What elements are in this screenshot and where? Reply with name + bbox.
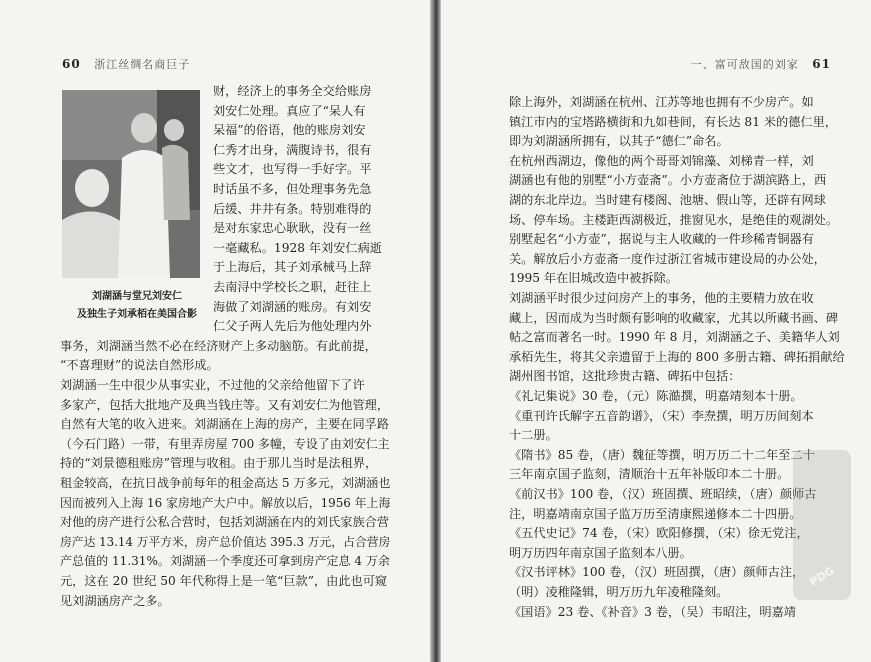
text-line: 见刘湖涵房产之多。 — [60, 593, 170, 608]
text-line: 《汉书评林》100 卷，（汉）班固撰，（唐）颜师古注， — [509, 565, 805, 580]
text-line: 刘安仁处理。真应了“呆人有 — [213, 103, 366, 118]
text-line: 因而被列入上海 16 家房地产大户中。解放以后，1956 年上海 — [60, 495, 391, 510]
text-line: 承栢先生，将其父亲遗留于上海的 800 多册古籍、碑拓捐献给 — [509, 349, 845, 364]
text-line: 房产达 13.14 万平方米，房产总价值达 395.3 万元，占合营房 — [60, 534, 391, 549]
text-line: 《礼记集说》30 卷，（元）陈澔撰，明嘉靖刻本十册。 — [509, 389, 803, 403]
text-line: 明万历四年南京国子监刻本八册。 — [509, 545, 692, 560]
text-line: 仁秀才出身，满腹诗书，很有 — [213, 142, 372, 157]
left-running-head — [62, 56, 190, 72]
text-line: 些文才，也写得一手好字。平 — [213, 162, 372, 177]
text-line: 《重刊许氏解字五音韵谱》，（宋）李焘撰，明万历间刻本 — [509, 408, 814, 423]
text-line: 刘湖涵平时很少过问房产上的事务，他的主要精力放在收 — [509, 291, 814, 305]
text-line: 仁父子两人先后为他处理内外 — [213, 319, 372, 334]
text-line: 帖之富而著名一时。1990 年 8 月，刘湖涵之子、美籍华人刘 — [509, 330, 840, 345]
photo-caption — [62, 288, 212, 324]
right-running-head — [691, 56, 831, 72]
text-line: 湖的东北岸边。当时建有楼阁、池塘、假山等，还辟有网球 — [509, 193, 826, 207]
text-line: 去南浔中学校长之职，赶往上 — [213, 280, 372, 294]
text-line: 《国语》23 卷、《补音》3 卷，（吴）韦昭注，明嘉靖 — [509, 604, 796, 619]
pdg-watermark — [793, 450, 851, 600]
text-line: 湖涵也有他的别墅“小方壶斋”。小方壶斋位于湖滨路上，西 — [509, 173, 827, 188]
text-line: 海做了刘湖涵的账房。有刘安 — [213, 299, 372, 314]
text-line: 后缓、井井有条。特别难得的 — [213, 201, 372, 216]
text-line: 《前汉书》100 卷，（汉）班固撰、班昭续，（唐）颜师古 — [509, 487, 817, 501]
right-page — [441, 0, 871, 662]
text-line: 十二册。 — [509, 428, 558, 443]
text-line: 在杭州西湖边，像他的两个哥哥刘锦藻、刘梯青一样，刘 — [509, 153, 814, 168]
text-line: 《隋书》85 卷，（唐）魏征等撰，明万历二十二年至二十 — [509, 447, 815, 462]
right-page-number: 61 — [812, 57, 831, 71]
family-photo-image — [62, 90, 200, 278]
text-line: “不喜理财”的说法自然形成。 — [60, 358, 219, 373]
left-running-head-title: 浙江丝绸名商巨子 — [94, 58, 191, 71]
left-page — [0, 0, 430, 662]
text-line: 元，这在 20 世纪 50 年代称得上是一笔“巨款”，由此也可窥 — [60, 574, 388, 588]
text-line: （今石门路）一带，有里弄房屋 700 多幢，专设了由刘安仁主 — [60, 436, 390, 451]
text-line: 自然有大笔的收入进来。刘湖涵在上海的房产，主要在同孚路 — [60, 417, 390, 432]
text-line: 呆福”的俗语，他的账房刘安 — [213, 123, 366, 138]
text-line: 事务，刘湖涵当然不必在经济财产上多动脑筋。有此前提， — [60, 338, 377, 353]
text-line: 注，明嘉靖南京国子监万历至清康熙递修本二十四册。 — [509, 506, 802, 521]
text-line: 1995 年在旧城改造中被拆除。 — [509, 271, 678, 286]
text-line: 藏上，因而成为当时颇有影响的收藏家，尤其以所藏书画、碑 — [509, 310, 839, 325]
family-photo — [62, 90, 200, 278]
text-line: 产总值的 11.31%。刘湖涵一个季度还可拿到房产定息 4 万余 — [60, 554, 390, 569]
text-line: 财，经济上的事务全交给账房 — [213, 84, 372, 98]
text-line: 一毫藏私。1928 年刘安仁病逝 — [213, 240, 382, 255]
left-page-number: 60 — [62, 57, 81, 71]
text-line: 别墅起名“小方壶”，据说与主人收藏的一件珍稀青铜器有 — [509, 232, 814, 247]
text-line: 于上海后，其子刘承械马上辞 — [213, 260, 372, 275]
text-line: 刘湖涵一生中很少从事实业，不过他的父亲给他留下了许 — [60, 378, 365, 392]
text-line: 租金较高，在抗日战争前每年的租金高达 5 万多元，刘湖涵也 — [60, 476, 391, 490]
text-line: 多家产，包括大批地产及典当钱庄等。又有刘安仁为他管理， — [60, 397, 390, 412]
text-line: 《五代史记》74 卷，（宋）欧阳修撰，（宋）徐无党注， — [509, 526, 809, 541]
text-line: 是对东家忠心耿耿，没有一丝 — [213, 221, 372, 236]
text-line: 场、停车场。主楼距西湖极近，推窗见水，是绝佳的观湖处。 — [509, 212, 839, 227]
text-line: 三年南京国子监刻，清顺治十五年补版印本二十册。 — [509, 467, 790, 482]
text-line: 湖州图书馆，这批珍贵古籍、碑拓中包括： — [509, 369, 741, 384]
photo-caption-line-2: 及独生子刘承栢在美国合影 — [77, 309, 197, 320]
right-running-head-title: 一、富可敌国的刘家 — [690, 58, 799, 71]
pdg-watermark-label: PDG — [807, 564, 837, 589]
text-line: 除上海外，刘湖涵在杭州、江苏等地也拥有不少房产。如 — [509, 95, 814, 109]
text-line: 时话虽不多，但处理事务先急 — [213, 182, 372, 196]
text-line: 对他的房产进行公私合营时，包括刘湖涵在内的刘氏家族合营 — [60, 515, 390, 530]
photo-caption-line-1: 刘湖涵与堂兄刘安仁 — [92, 291, 182, 302]
text-line: （明）凌稚隆辑，明万历九年凌稚隆刻。 — [509, 585, 729, 599]
text-line: 关。解放后小方壶斋一度作过浙江省城市建设局的办公处， — [509, 251, 826, 266]
book-gutter — [430, 0, 441, 662]
text-line: 持的“刘景德租账房”管理与收租。由于那儿当时是法租界， — [60, 456, 378, 471]
text-line: 镇江市内的宝塔路横街和九如巷间，有长达 81 米的德仁里， — [509, 114, 837, 129]
text-line: 即为刘湖涵所拥有，以其子“德仁”命名。 — [509, 134, 729, 149]
